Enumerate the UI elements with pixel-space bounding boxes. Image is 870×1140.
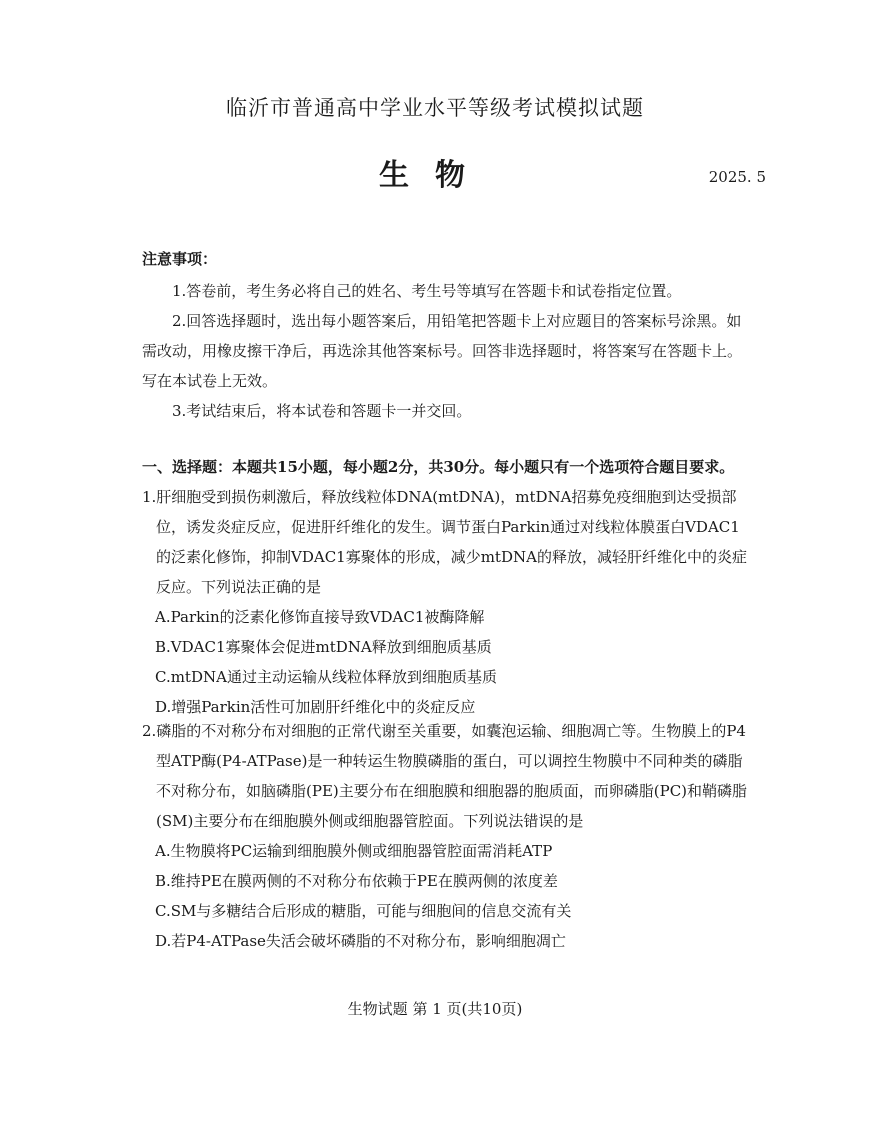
question-stem: 1.肝细胞受到损伤刺激后，释放线粒体DNA(mtDNA)，mtDNA招募免疫细胞到达受损部位，诱发炎症反应，促进肝纤维化的发生。调节蛋白Parkin通过对线粒体膜蛋白VDAC1的泛素化修饰，抑制VDAC1寡聚体的形成，减少mtDNA的释放，减轻肝纤维化中的炎症反应。下列说法正确的是 [142,488,747,596]
subject-title: 生物 [379,158,491,193]
question-1 [142,482,752,722]
question-stem: 2.磷脂的不对称分布对细胞的正常代谢至关重要，如囊泡运输、细胞凋亡等。生物膜上的P4型ATP酶(P4-ATPase)是一种转运生物膜磷脂的蛋白，可以调控生物膜中不同种类的磷脂不对称分布，如脑磷脂(PE)主要分布在细胞膜和细胞器的胞质面，而卵磷脂(PC)和鞘磷脂(SM)主要分布在细胞膜外侧或细胞器管腔面。下列说法错误的是 [142,722,748,830]
notice-list [142,276,750,426]
option-c: C.mtDNA通过主动运输从线粒体释放到细胞质基质 [155,668,497,686]
page-footer: 生物试题 第 1 页(共10页) [347,1000,523,1018]
notice-heading: 注意事项： [142,250,218,268]
section-heading: 一、选择题：本题共15小题，每小题2分，共30分。每小题只有一个选项符合题目要求。 [142,458,735,476]
question-2 [142,716,752,956]
notice-item-3: 3.考试结束后，将本试卷和答题卡一并交回。 [172,402,472,420]
exam-title: 临沂市普通高中学业水平等级考试模拟试题 [226,96,644,120]
option-d: D.增强Parkin活性可加剧肝纤维化中的炎症反应 [155,698,476,716]
notice-item-1: 1.答卷前，考生务必将自己的姓名、考生号等填写在答题卡和试卷指定位置。 [172,282,682,300]
option-d: D.若P4-ATPase失活会破坏磷脂的不对称分布，影响细胞凋亡 [155,932,566,950]
option-a: A.生物膜将PC运输到细胞膜外侧或细胞器管腔面需消耗ATP [155,842,553,860]
option-b: B.VDAC1寡聚体会促进mtDNA释放到细胞质基质 [155,638,492,656]
option-c: C.SM与多糖结合后形成的糖脂，可能与细胞间的信息交流有关 [155,902,572,920]
option-a: A.Parkin的泛素化修饰直接导致VDAC1被酶降解 [155,608,485,626]
option-b: B.维持PE在膜两侧的不对称分布依赖于PE在膜两侧的浓度差 [155,872,558,890]
exam-date: 2025. 5 [708,168,766,186]
notice-item-2: 2.回答选择题时，选出每小题答案后，用铅笔把答题卡上对应题目的答案标号涂黑。如需改动，用橡皮擦干净后，再选涂其他答案标号。回答非选择题时，将答案写在答题卡上。写在本试卷上无效。 [142,312,743,390]
